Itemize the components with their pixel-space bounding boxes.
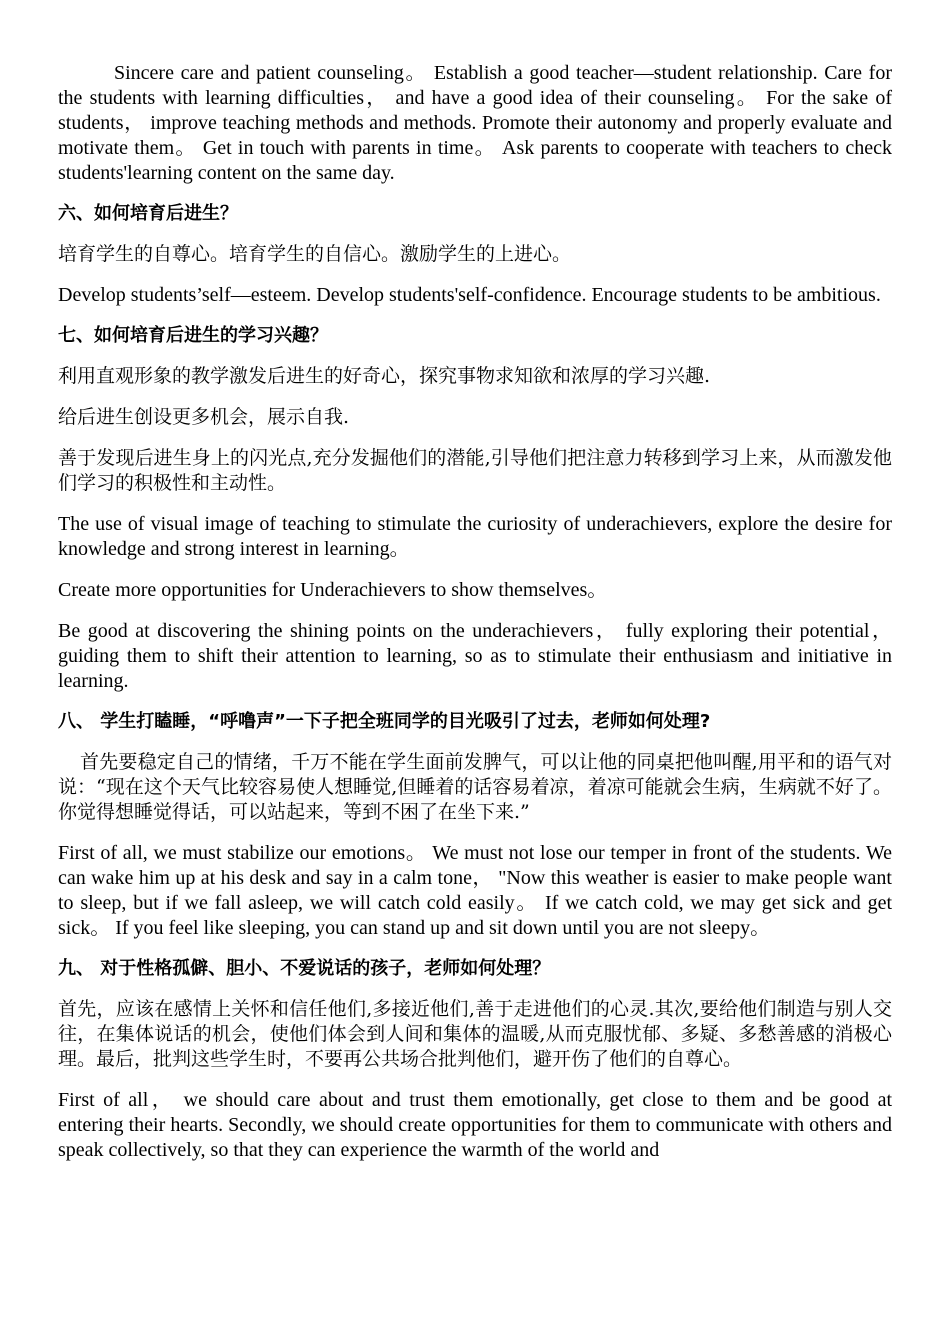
paragraph-teacher-student-relationship: Sincere care and patient counseling。 Establish a good teacher—student relationship. Care for the students with learning difficulties， and have a good idea of their counseling。 For the sake of students， improve teaching methods and methods. Promote their autonomy and properly evaluate and motivate them。 Get in touch with parents in time。 Ask parents to cooperate with teachers to check students'learning content on the same day. (58, 62, 892, 184)
paragraph-q7-english-2: Create more opportunities for Underachievers to show themselves。 (58, 579, 608, 601)
heading-question-7: 七、如何培育后进生的学习兴趣？ (58, 325, 328, 346)
paragraph-q7-chinese-2: 给后进生创设更多机会，展示自我. (58, 406, 350, 428)
paragraph-q7-chinese-3: 善于发现后进生身上的闪光点,充分发掘他们的潜能,引导他们把注意力转移到学习上来，从而激发他们学习的积极性和主动性。 (58, 447, 892, 494)
paragraph-q8-chinese: 首先要稳定自己的情绪，千万不能在学生面前发脾气，可以让他的同桌把他叫醒,用平和的语气对说：“现在这个天气比较容易使人想睡觉,但睡着的话容易着凉，着凉可能就会生病，生病就不好了。你觉得想睡觉得话，可以站起来，等到不困了在坐下来.” (58, 751, 892, 823)
paragraph-q8-english: First of all, we must stabilize our emotions。 We must not lose our temper in front of the students. We can wake him up at his desk and say in a calm tone， "Now this weather is easier to make people want to sleep, but if we fall asleep, we will catch cold easily。 If we catch cold, we may get sick and get sick。 If you feel like sleeping, you can stand up and sit down until you are not sleepy。 (58, 842, 892, 939)
heading-question-9: 九、 对于性格孤僻、胆小、不爱说话的孩子，老师如何处理？ (58, 958, 551, 979)
paragraph-q9-chinese: 首先，应该在感情上关怀和信任他们,多接近他们,善于走进他们的心灵.其次,要给他们制造与别人交往，在集体说话的机会，使他们体会到人间和集体的温暖,从而克服忧郁、多疑、多愁善感的消极心理。最后，批判这些学生时，不要再公共场合批判他们，避开伤了他们的自尊心。 (58, 998, 892, 1070)
paragraph-q7-english-3: Be good at discovering the shining points on the underachievers， fully exploring their potential， guiding them to shift their attention to learning, so as to stimulate their enthusiasm and initiative in learning. (58, 620, 892, 692)
paragraph-q7-english-1: The use of visual image of teaching to stimulate the curiosity of underachievers, explore the desire for knowledge and strong interest in learning。 (58, 513, 892, 560)
paragraph-q9-english: First of all， we should care about and trust them emotionally, get close to them and be good at entering their hearts. Secondly, we should create opportunities for them to communicate with others and speak collectively, so that they can experience the warmth of the world and (58, 1089, 892, 1161)
document-page (58, 61, 892, 1163)
heading-question-8: 八、 学生打瞌睡，“呼噜声”一下子把全班同学的目光吸引了过去，老师如何处理? (58, 711, 711, 732)
paragraph-q6-chinese: 培育学生的自尊心。培育学生的自信心。激励学生的上进心。 (58, 243, 572, 265)
heading-question-6: 六、如何培育后进生？ (58, 203, 238, 224)
paragraph-q6-english: Develop students’self—esteem. Develop students'self-confidence. Encourage students to be ambitious. (58, 284, 881, 306)
paragraph-q7-chinese-1: 利用直观形象的教学激发后进生的好奇心，探究事物求知欲和浓厚的学习兴趣. (58, 365, 711, 387)
